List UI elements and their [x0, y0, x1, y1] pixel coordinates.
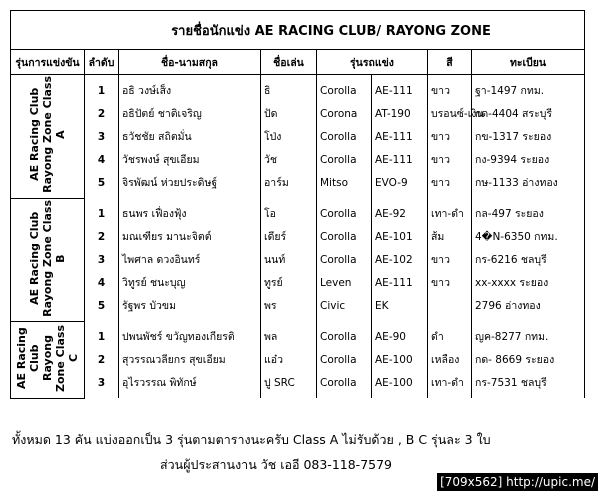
class-label-cell [11, 321, 85, 398]
car-model: AE-102 [372, 248, 428, 271]
car-color: เทา-ดำ [428, 371, 472, 398]
racer-name: จิรพัฒน์ ห่วยประดิษฐ์ [119, 171, 261, 198]
table-row [11, 102, 585, 125]
racer-name: ธนพร เฟื่องฟุ้ง [119, 198, 261, 225]
racer-name: สุวรรณวลียกร สุขเอียม [119, 348, 261, 371]
car-brand: Mitso [317, 171, 372, 198]
license-plate: 2796 อ่างทอง [472, 294, 585, 321]
racer-nickname: โอ [261, 198, 317, 225]
racer-nickname: วัช [261, 148, 317, 171]
car-color: ขาว [428, 125, 472, 148]
class-label: AE Racing Club Rayong Zone Class B [28, 199, 67, 317]
row-number: 5 [85, 171, 119, 198]
racer-name: ธวัชชัย สถิตมั่น [119, 125, 261, 148]
car-model: AE-111 [372, 148, 428, 171]
racer-nickname: แอ๋ว [261, 348, 317, 371]
table-row [11, 294, 585, 321]
car-color: ขาว [428, 171, 472, 198]
racer-nickname: เดียร์ [261, 225, 317, 248]
license-plate: ฐา-1497 กทม. [472, 75, 585, 103]
racer-nickname: พร [261, 294, 317, 321]
car-color: เทา-ดำ [428, 198, 472, 225]
header-no: ลำดับ [85, 50, 119, 75]
row-number: 2 [85, 102, 119, 125]
table-row [11, 371, 585, 398]
footer-contact: ส่วนผู้ประสานงาน วัช เออี 083-118-7579 [160, 457, 393, 472]
car-color: เหลือง [428, 348, 472, 371]
car-brand: Corolla [317, 321, 372, 348]
car-model: AE-111 [372, 75, 428, 103]
table-row [11, 248, 585, 271]
racer-name: ไพศาล ดวงอินทร์ [119, 248, 261, 271]
row-number: 1 [85, 321, 119, 348]
car-color: ขาว [428, 248, 472, 271]
row-number: 3 [85, 248, 119, 271]
car-color [428, 294, 472, 321]
license-plate: กร-6216 ชลบุรี [472, 248, 585, 271]
car-brand: Leven [317, 271, 372, 294]
row-number: 3 [85, 125, 119, 148]
car-brand: Corolla [317, 348, 372, 371]
car-brand: Corolla [317, 248, 372, 271]
racer-nickname: นนท์ [261, 248, 317, 271]
license-plate: 4�N-6350 กทม. [472, 225, 585, 248]
class-label-cell [11, 198, 85, 321]
header-row [11, 50, 585, 75]
car-model: AT-190 [372, 102, 428, 125]
row-number: 1 [85, 75, 119, 103]
car-brand: Civic [317, 294, 372, 321]
table-row [11, 271, 585, 294]
table-row [11, 148, 585, 171]
car-color: บรอนซ์-เงิน [428, 102, 472, 125]
racer-name: อธิ วงษ์เส็ง [119, 75, 261, 103]
car-model: EVO-9 [372, 171, 428, 198]
header-color: สี [428, 50, 472, 75]
car-brand: Corolla [317, 198, 372, 225]
racer-nickname: อาร์ม [261, 171, 317, 198]
header-name: ชื่อ-นามสกุล [119, 50, 261, 75]
table-row [11, 348, 585, 371]
racer-name: ปพนพัชร์ ขวัญทองเกียรติ [119, 321, 261, 348]
table-row [11, 198, 585, 225]
racer-nickname: ธิ [261, 75, 317, 103]
license-plate: กด-4404 สระบุรี [472, 102, 585, 125]
car-color: ขาว [428, 271, 472, 294]
car-model: AE-90 [372, 321, 428, 348]
car-color: ดำ [428, 321, 472, 348]
car-color: ขาว [428, 148, 472, 171]
racer-name: อธิปัตย์ ชาติเจริญ [119, 102, 261, 125]
table-row [11, 75, 585, 103]
class-label: AE Racing Club Rayong Zone Class C [15, 324, 80, 392]
table-row [11, 171, 585, 198]
car-model: AE-111 [372, 125, 428, 148]
license-plate: กร-7531 ชลบุรี [472, 371, 585, 398]
racer-nickname: ปัด [261, 102, 317, 125]
car-brand: Corona [317, 102, 372, 125]
car-model: AE-100 [372, 371, 428, 398]
car-color: ส้ม [428, 225, 472, 248]
table-row [11, 321, 585, 348]
header-plate: ทะเบียน [472, 50, 585, 75]
racer-name: วิทูรย์ ชนะบุญ [119, 271, 261, 294]
car-model: AE-100 [372, 348, 428, 371]
header-nickname: ชื่อเล่น [261, 50, 317, 75]
car-model: EK [372, 294, 428, 321]
row-number: 4 [85, 271, 119, 294]
racer-name: มณเฑียร มานะจิตต์ [119, 225, 261, 248]
footer-summary: ทั้งหมด 13 คัน แบ่งออกเป็น 3 รุ่นตามตารางนะครับ Class A ไม่รับด้วย , B C รุ่นละ 3 ใบ [12, 432, 491, 447]
racer-name: รัฐพร บัวขม [119, 294, 261, 321]
image-watermark: [709x562] http://upic.me/ [437, 473, 598, 491]
table-row [11, 125, 585, 148]
racer-name: วัชรพงษ์ สุขเอียม [119, 148, 261, 171]
header-class: รุ่นการแข่งขัน [11, 50, 85, 75]
car-brand: Corolla [317, 75, 372, 103]
racer-nickname: ทูรย์ [261, 271, 317, 294]
racer-name: อุไรวรรณ พิทักษ์ [119, 371, 261, 398]
roster-table [10, 10, 585, 399]
table-row [11, 225, 585, 248]
car-brand: Corolla [317, 225, 372, 248]
row-number: 2 [85, 225, 119, 248]
license-plate: กง-9394 ระยอง [472, 148, 585, 171]
license-plate: กด- 8669 ระยอง [472, 348, 585, 371]
car-model: AE-101 [372, 225, 428, 248]
car-model: AE-111 [372, 271, 428, 294]
license-plate: กข-1317 ระยอง [472, 125, 585, 148]
row-number: 2 [85, 348, 119, 371]
racer-nickname: พล [261, 321, 317, 348]
car-model: AE-92 [372, 198, 428, 225]
table-title: รายชื่อนักแข่ง AE RACING CLUB/ RAYONG ZONE [11, 11, 585, 50]
racer-nickname: ปู SRC [261, 371, 317, 398]
class-label-cell [11, 75, 85, 199]
class-label: AE Racing Club Rayong Zone Class A [28, 76, 67, 194]
car-brand: Corolla [317, 148, 372, 171]
row-number: 4 [85, 148, 119, 171]
car-brand: Corolla [317, 371, 372, 398]
license-plate: กล-497 ระยอง [472, 198, 585, 225]
row-number: 1 [85, 198, 119, 225]
license-plate: กษ-1133 อ่างทอง [472, 171, 585, 198]
license-plate: xx-xxxx ระยอง [472, 271, 585, 294]
row-number: 3 [85, 371, 119, 398]
car-brand: Corolla [317, 125, 372, 148]
roster-frame [10, 10, 584, 422]
row-number: 5 [85, 294, 119, 321]
license-plate: ญค-8277 กทม. [472, 321, 585, 348]
racer-nickname: โป่ง [261, 125, 317, 148]
car-color: ขาว [428, 75, 472, 103]
header-car: รุ่นรถแข่ง [317, 50, 428, 75]
